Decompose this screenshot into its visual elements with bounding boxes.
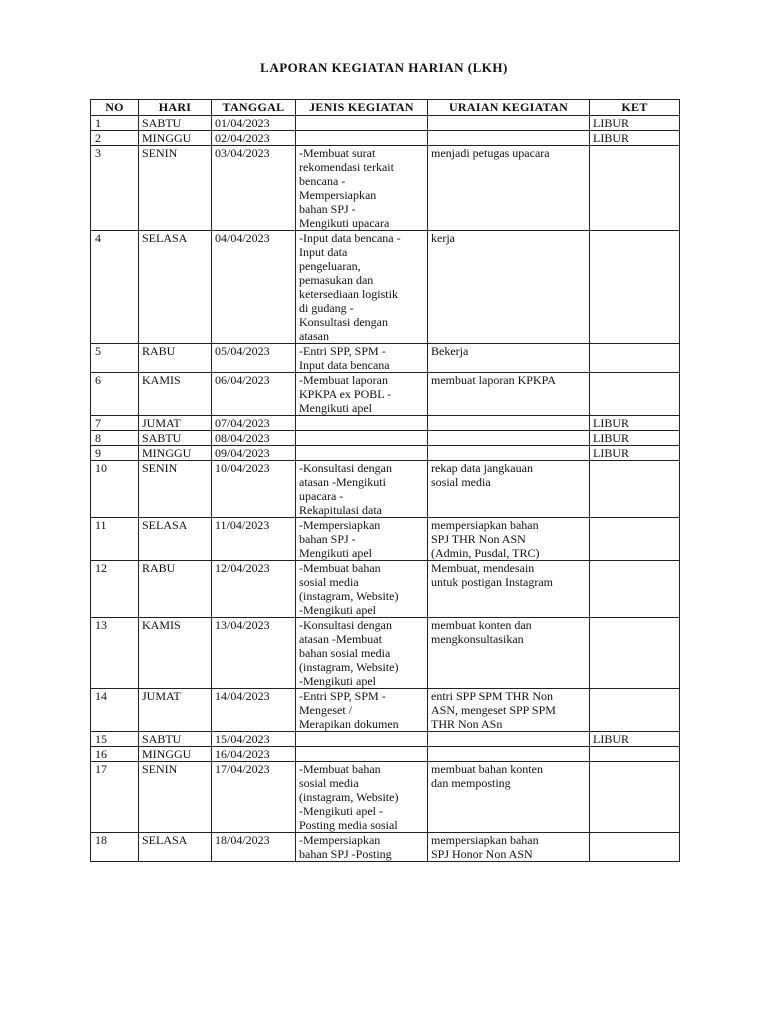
cell-tanggal: 18/04/2023 bbox=[212, 833, 296, 862]
cell-hari: SENIN bbox=[139, 146, 212, 231]
cell-ket bbox=[590, 146, 680, 231]
cell-tanggal: 10/04/2023 bbox=[212, 461, 296, 518]
activity-table bbox=[90, 99, 680, 862]
cell-hari: SELASA bbox=[139, 231, 212, 344]
cell-hari: SABTU bbox=[139, 431, 212, 446]
cell-no: 7 bbox=[91, 416, 139, 431]
table-row bbox=[91, 732, 680, 747]
cell-ket bbox=[590, 833, 680, 862]
cell-jenis-kegiatan: -Entri SPP, SPM - Mengeset / Merapikan dokumen bbox=[296, 689, 428, 732]
cell-no: 9 bbox=[91, 446, 139, 461]
header-jenis-kegiatan: JENIS KEGIATAN bbox=[296, 100, 428, 116]
table-row bbox=[91, 131, 680, 146]
cell-ket bbox=[590, 618, 680, 689]
header-tanggal: TANGGAL bbox=[212, 100, 296, 116]
cell-hari: KAMIS bbox=[139, 618, 212, 689]
table-row bbox=[91, 146, 680, 231]
document-title: LAPORAN KEGIATAN HARIAN (LKH) bbox=[260, 60, 508, 75]
cell-ket: LIBUR bbox=[590, 732, 680, 747]
cell-tanggal: 04/04/2023 bbox=[212, 231, 296, 344]
cell-jenis-kegiatan: -Input data bencana - Input data pengeluaran, pemasukan dan ketersediaan logistik di gudang - Konsultasi dengan atasan bbox=[296, 231, 428, 344]
cell-jenis-kegiatan bbox=[296, 732, 428, 747]
cell-uraian-kegiatan bbox=[428, 116, 590, 131]
cell-jenis-kegiatan bbox=[296, 116, 428, 131]
cell-tanggal: 16/04/2023 bbox=[212, 747, 296, 762]
cell-uraian-kegiatan: menjadi petugas upacara bbox=[428, 146, 590, 231]
cell-uraian-kegiatan bbox=[428, 416, 590, 431]
cell-jenis-kegiatan: -Konsultasi dengan atasan -Mengikuti upacara - Rekapitulasi data bbox=[296, 461, 428, 518]
cell-tanggal: 17/04/2023 bbox=[212, 762, 296, 833]
cell-uraian-kegiatan bbox=[428, 131, 590, 146]
cell-ket: LIBUR bbox=[590, 116, 680, 131]
cell-jenis-kegiatan bbox=[296, 747, 428, 762]
cell-tanggal: 11/04/2023 bbox=[212, 518, 296, 561]
cell-no: 4 bbox=[91, 231, 139, 344]
cell-ket bbox=[590, 518, 680, 561]
header-hari: HARI bbox=[139, 100, 212, 116]
cell-uraian-kegiatan: entri SPP SPM THR Non ASN, mengeset SPP SPM THR Non ASn bbox=[428, 689, 590, 732]
cell-tanggal: 07/04/2023 bbox=[212, 416, 296, 431]
cell-hari: MINGGU bbox=[139, 446, 212, 461]
cell-hari: SENIN bbox=[139, 762, 212, 833]
cell-jenis-kegiatan: -Membuat surat rekomendasi terkait bencana - Mempersiapkan bahan SPJ - Mengikuti upacara bbox=[296, 146, 428, 231]
cell-hari: SABTU bbox=[139, 116, 212, 131]
cell-tanggal: 02/04/2023 bbox=[212, 131, 296, 146]
cell-uraian-kegiatan: Membuat, mendesain untuk postigan Instagram bbox=[428, 561, 590, 618]
cell-tanggal: 08/04/2023 bbox=[212, 431, 296, 446]
cell-jenis-kegiatan: -Entri SPP, SPM - Input data bencana bbox=[296, 344, 428, 373]
cell-ket bbox=[590, 747, 680, 762]
cell-hari: RABU bbox=[139, 344, 212, 373]
header-ket: KET bbox=[590, 100, 680, 116]
cell-jenis-kegiatan: -Membuat bahan sosial media (instagram, Website) -Mengikuti apel - Posting media sosial bbox=[296, 762, 428, 833]
cell-jenis-kegiatan: -Konsultasi dengan atasan -Membuat bahan sosial media (instagram, Website) -Mengikuti apel bbox=[296, 618, 428, 689]
cell-hari: JUMAT bbox=[139, 416, 212, 431]
cell-jenis-kegiatan bbox=[296, 416, 428, 431]
cell-ket bbox=[590, 689, 680, 732]
cell-uraian-kegiatan: mempersiapkan bahan SPJ Honor Non ASN bbox=[428, 833, 590, 862]
cell-jenis-kegiatan: -Membuat laporan KPKPA ex POBL - Mengikuti apel bbox=[296, 373, 428, 416]
table-body bbox=[91, 116, 680, 862]
cell-hari: SENIN bbox=[139, 461, 212, 518]
cell-tanggal: 09/04/2023 bbox=[212, 446, 296, 461]
cell-hari: MINGGU bbox=[139, 131, 212, 146]
cell-uraian-kegiatan: rekap data jangkauan sosial media bbox=[428, 461, 590, 518]
header-no: NO bbox=[91, 100, 139, 116]
table-row bbox=[91, 618, 680, 689]
cell-ket bbox=[590, 373, 680, 416]
cell-uraian-kegiatan: membuat bahan konten dan memposting bbox=[428, 762, 590, 833]
cell-no: 2 bbox=[91, 131, 139, 146]
cell-uraian-kegiatan: membuat laporan KPKPA bbox=[428, 373, 590, 416]
cell-uraian-kegiatan: kerja bbox=[428, 231, 590, 344]
cell-no: 13 bbox=[91, 618, 139, 689]
cell-hari: MINGGU bbox=[139, 747, 212, 762]
cell-ket bbox=[590, 231, 680, 344]
table-row bbox=[91, 762, 680, 833]
cell-no: 5 bbox=[91, 344, 139, 373]
cell-uraian-kegiatan: Bekerja bbox=[428, 344, 590, 373]
cell-tanggal: 13/04/2023 bbox=[212, 618, 296, 689]
cell-hari: KAMIS bbox=[139, 373, 212, 416]
cell-hari: SABTU bbox=[139, 732, 212, 747]
cell-tanggal: 03/04/2023 bbox=[212, 146, 296, 231]
cell-jenis-kegiatan: -Mempersiapkan bahan SPJ - Mengikuti apel bbox=[296, 518, 428, 561]
cell-jenis-kegiatan: -Mempersiapkan bahan SPJ -Posting bbox=[296, 833, 428, 862]
cell-no: 15 bbox=[91, 732, 139, 747]
table-row bbox=[91, 344, 680, 373]
table-row bbox=[91, 747, 680, 762]
table-row bbox=[91, 231, 680, 344]
cell-tanggal: 06/04/2023 bbox=[212, 373, 296, 416]
cell-jenis-kegiatan bbox=[296, 131, 428, 146]
cell-no: 14 bbox=[91, 689, 139, 732]
cell-tanggal: 12/04/2023 bbox=[212, 561, 296, 618]
table-row bbox=[91, 518, 680, 561]
cell-uraian-kegiatan bbox=[428, 732, 590, 747]
header-uraian-kegiatan: URAIAN KEGIATAN bbox=[428, 100, 590, 116]
cell-ket bbox=[590, 344, 680, 373]
cell-tanggal: 05/04/2023 bbox=[212, 344, 296, 373]
cell-ket: LIBUR bbox=[590, 416, 680, 431]
cell-no: 6 bbox=[91, 373, 139, 416]
table-row bbox=[91, 373, 680, 416]
cell-ket bbox=[590, 561, 680, 618]
cell-uraian-kegiatan bbox=[428, 431, 590, 446]
table-row bbox=[91, 116, 680, 131]
table-row bbox=[91, 446, 680, 461]
table-row bbox=[91, 461, 680, 518]
cell-no: 1 bbox=[91, 116, 139, 131]
cell-jenis-kegiatan bbox=[296, 431, 428, 446]
table-row bbox=[91, 416, 680, 431]
cell-no: 18 bbox=[91, 833, 139, 862]
cell-hari: JUMAT bbox=[139, 689, 212, 732]
table-header-row bbox=[91, 100, 680, 116]
cell-ket: LIBUR bbox=[590, 431, 680, 446]
cell-tanggal: 01/04/2023 bbox=[212, 116, 296, 131]
table-row bbox=[91, 833, 680, 862]
cell-no: 16 bbox=[91, 747, 139, 762]
cell-uraian-kegiatan: mempersiapkan bahan SPJ THR Non ASN (Admin, Pusdal, TRC) bbox=[428, 518, 590, 561]
cell-hari: SELASA bbox=[139, 833, 212, 862]
table-row bbox=[91, 689, 680, 732]
table-row bbox=[91, 431, 680, 446]
cell-uraian-kegiatan bbox=[428, 747, 590, 762]
cell-tanggal: 14/04/2023 bbox=[212, 689, 296, 732]
cell-hari: SELASA bbox=[139, 518, 212, 561]
cell-no: 11 bbox=[91, 518, 139, 561]
cell-ket bbox=[590, 461, 680, 518]
cell-ket: LIBUR bbox=[590, 131, 680, 146]
cell-no: 17 bbox=[91, 762, 139, 833]
cell-tanggal: 15/04/2023 bbox=[212, 732, 296, 747]
cell-no: 10 bbox=[91, 461, 139, 518]
cell-no: 3 bbox=[91, 146, 139, 231]
cell-ket bbox=[590, 762, 680, 833]
cell-jenis-kegiatan bbox=[296, 446, 428, 461]
cell-jenis-kegiatan: -Membuat bahan sosial media (instagram, Website) -Mengikuti apel bbox=[296, 561, 428, 618]
cell-no: 8 bbox=[91, 431, 139, 446]
cell-ket: LIBUR bbox=[590, 446, 680, 461]
cell-hari: RABU bbox=[139, 561, 212, 618]
table-row bbox=[91, 561, 680, 618]
cell-no: 12 bbox=[91, 561, 139, 618]
cell-uraian-kegiatan bbox=[428, 446, 590, 461]
cell-uraian-kegiatan: membuat konten dan mengkonsultasikan bbox=[428, 618, 590, 689]
